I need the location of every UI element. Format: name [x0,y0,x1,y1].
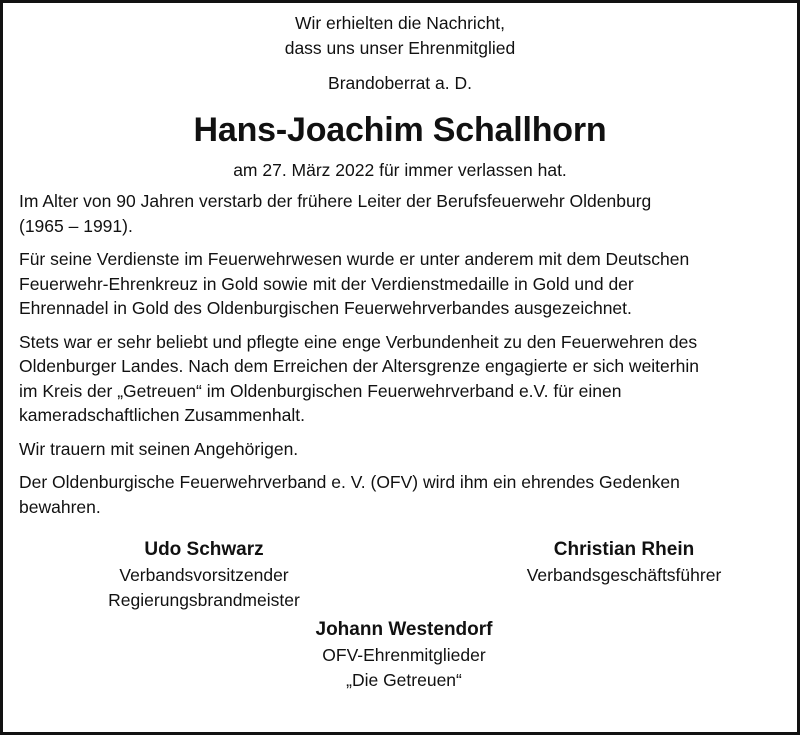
signer-role: Verbandsvorsitzender [119,565,289,585]
paragraph-mourning [19,437,781,462]
paragraph-honors [19,247,781,321]
text-line: bewahren. [19,496,101,517]
text-line: kameradschaftlichen Zusammenhalt. [19,405,305,425]
text-line: Im Alter von 90 Jahren verstarb der frühere Leiter der Berufsfeuerwehr Oldenburg [19,191,652,211]
passing-line: am 27. März 2022 für immer verlassen hat. [233,160,567,180]
paragraph-career [19,189,781,238]
text-line: Für seine Verdienste im Feuerwehrwesen wurde er unter anderem mit dem Deutschen [19,249,690,269]
intro-line: dass uns unser Ehrenmitglied [284,38,516,58]
signer-role: Regierungsbrandmeister [108,590,300,610]
paragraph-engagement [19,330,781,428]
intro-block [19,11,781,96]
deceased-rank: Brandoberrat a. D. [328,73,472,93]
intro-line: Wir erhielten die Nachricht, [294,13,506,33]
text-line: Stets war er sehr beliebt und pflegte eine enge Verbundenheit zu den Feuerwehren des [19,331,698,352]
text-line: Wir trauern mit seinen Angehörigen. [19,438,299,459]
signer-role: Verbandsgeschäftsführer [526,565,722,585]
signer-name: Johann Westendorf [315,619,493,640]
text-line: (1965 – 1991). [19,215,133,236]
signer-christian-rhein [459,537,789,588]
signer-role: OFV-Ehrenmitglieder [322,645,486,665]
signer-johann-westendorf [239,617,569,693]
paragraph-remembrance [19,470,781,519]
signatories [19,537,781,707]
notice-body [19,189,781,519]
signer-name: Udo Schwarz [144,539,264,560]
deceased-name: Hans-Joachim Schallhorn [193,111,607,149]
text-line: Oldenburger Landes. Nach dem Erreichen der Altersgrenze engagierte er sich weiterhin [19,356,699,376]
text-line: im Kreis der „Getreuen“ im Oldenburgischen Feuerwehrverband e.V. für einen [19,380,622,401]
text-line: Der Oldenburgische Feuerwehrverband e. V. (OFV) wird ihm ein ehrendes Gedenken [19,472,680,492]
signer-name: Christian Rhein [553,539,695,560]
text-line: Feuerwehr-Ehrenkreuz in Gold sowie mit der Verdienstmedaille in Gold und der [19,273,634,294]
signer-role: „Die Getreuen“ [346,670,462,690]
signer-udo-schwarz [39,537,369,613]
text-line: Ehrennadel in Gold des Oldenburgischen Feuerwehrverbandes ausgezeichnet. [19,298,632,318]
